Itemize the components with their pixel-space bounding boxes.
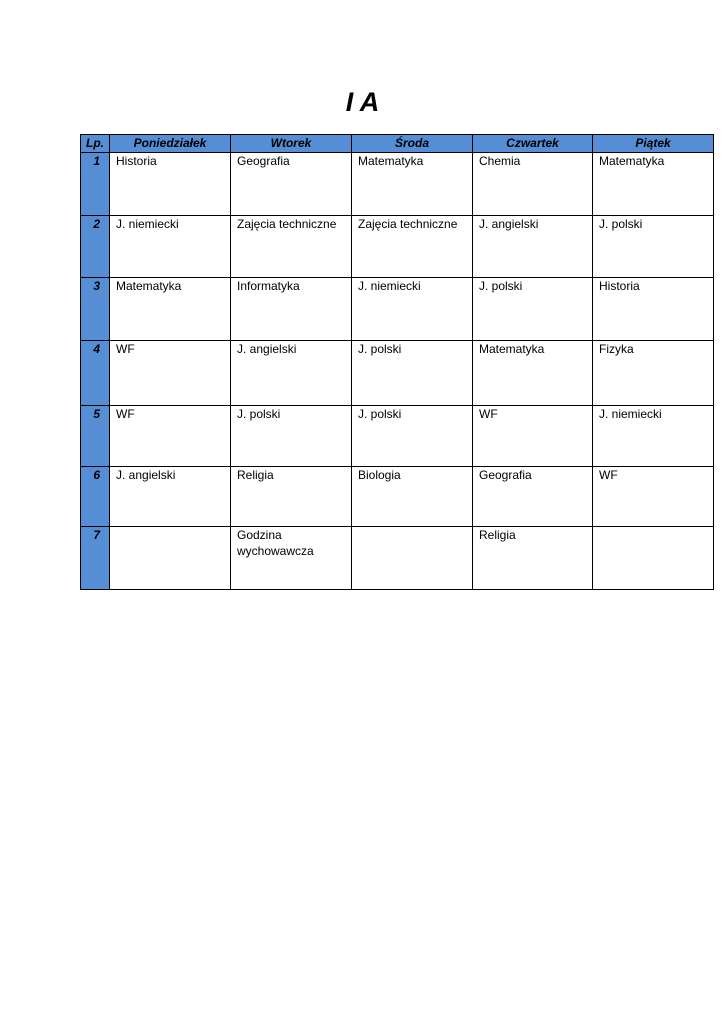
- lesson-cell: J. polski: [593, 216, 714, 278]
- lesson-cell: Matematyka: [473, 341, 593, 406]
- lesson-number: 1: [81, 153, 110, 216]
- header-row: [81, 135, 714, 153]
- lesson-cell: J. polski: [352, 341, 473, 406]
- lesson-cell: Matematyka: [110, 278, 231, 341]
- table-row: [81, 216, 714, 278]
- table-row: [81, 153, 714, 216]
- lesson-cell: WF: [110, 406, 231, 467]
- lesson-cell: J. angielski: [110, 467, 231, 527]
- header-wednesday: Środa: [352, 135, 473, 153]
- lesson-number: 5: [81, 406, 110, 467]
- lesson-cell: J. angielski: [231, 341, 352, 406]
- lesson-cell: WF: [110, 341, 231, 406]
- lesson-cell: J. polski: [352, 406, 473, 467]
- lesson-cell: Informatyka: [231, 278, 352, 341]
- lesson-cell: [110, 527, 231, 590]
- lesson-number: 2: [81, 216, 110, 278]
- lesson-number: 6: [81, 467, 110, 527]
- table-row: [81, 341, 714, 406]
- lesson-cell: J. niemiecki: [352, 278, 473, 341]
- lesson-cell: [593, 527, 714, 590]
- timetable: [80, 134, 714, 590]
- header-thursday: Czwartek: [473, 135, 593, 153]
- lesson-cell: Geografia: [231, 153, 352, 216]
- lesson-cell: Zajęcia techniczne: [352, 216, 473, 278]
- header-monday: Poniedziałek: [110, 135, 231, 153]
- lesson-cell: Fizyka: [593, 341, 714, 406]
- page-title: I A: [345, 87, 380, 117]
- lesson-cell: J. niemiecki: [110, 216, 231, 278]
- table-row: [81, 467, 714, 527]
- lesson-cell: Biologia: [352, 467, 473, 527]
- lesson-number: 4: [81, 341, 110, 406]
- lesson-cell: Religia: [473, 527, 593, 590]
- header-tuesday: Wtorek: [231, 135, 352, 153]
- lesson-cell: J. polski: [231, 406, 352, 467]
- lesson-number: 3: [81, 278, 110, 341]
- lesson-number: 7: [81, 527, 110, 590]
- lesson-cell: [352, 527, 473, 590]
- header-lp: Lp.: [81, 135, 110, 153]
- table-row: [81, 527, 714, 590]
- header-friday: Piątek: [593, 135, 714, 153]
- lesson-cell: Matematyka: [352, 153, 473, 216]
- lesson-cell: Historia: [110, 153, 231, 216]
- lesson-cell: J. niemiecki: [593, 406, 714, 467]
- lesson-cell: J. polski: [473, 278, 593, 341]
- table-row: [81, 278, 714, 341]
- lesson-cell: Zajęcia techniczne: [231, 216, 352, 278]
- lesson-cell: Geografia: [473, 467, 593, 527]
- lesson-cell: Religia: [231, 467, 352, 527]
- lesson-cell: WF: [593, 467, 714, 527]
- lesson-cell: Matematyka: [593, 153, 714, 216]
- lesson-cell: Chemia: [473, 153, 593, 216]
- lesson-cell: WF: [473, 406, 593, 467]
- table-row: [81, 406, 714, 467]
- lesson-cell: Godzina wychowawcza: [231, 527, 352, 590]
- lesson-cell: J. angielski: [473, 216, 593, 278]
- lesson-cell: Historia: [593, 278, 714, 341]
